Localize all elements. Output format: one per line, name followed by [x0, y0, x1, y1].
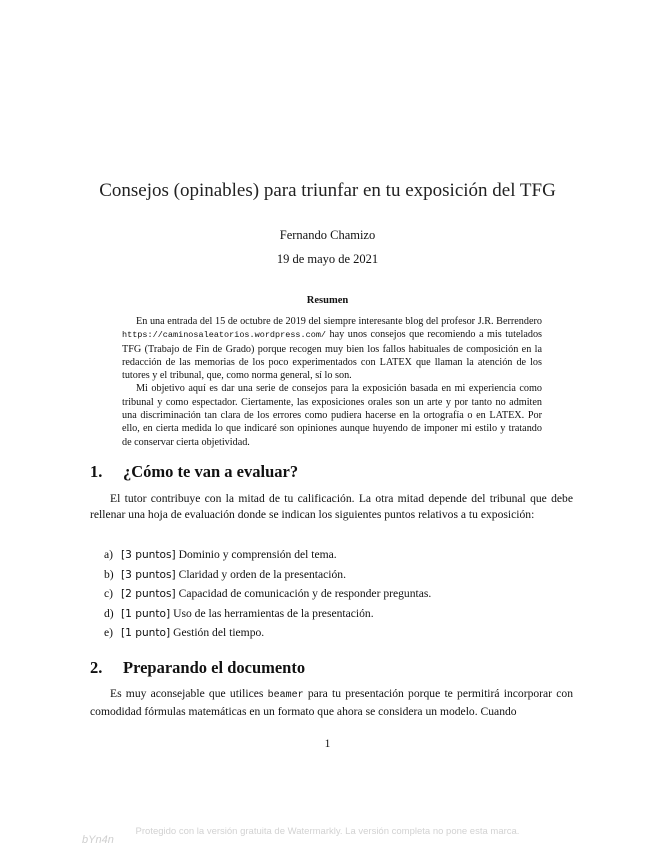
points-label: [3 puntos]	[121, 549, 176, 561]
section-2-title: Preparando el documento	[123, 658, 306, 677]
section-1-title: ¿Cómo te van a evaluar?	[123, 462, 299, 481]
evaluation-list	[104, 548, 564, 646]
points-label: [1 punto]	[121, 607, 171, 620]
abstract-paragraph-2: Mi objetivo aquí es dar una serie de consejos para la exposición basada en mi experiencia como tribunal y como espectador. Ciertamente, las exposiciones orales son un arte y por tanto no admiten una discriminación tan clara de los errores como pudiera hacerse en la ortografía o en LATEX. Por ello, en cierta medida lo que indicaré son opiniones aunque huyendo de imponer mi estilo y tratando de conservar cierta objetividad.	[122, 383, 542, 448]
points-label: [3 puntos]	[121, 568, 176, 581]
list-item	[104, 587, 564, 607]
watermark-note: Protegido con la versión gratuita de Watermarkly. La versión completa no pone esta marca.	[135, 826, 520, 837]
document-author: Fernando Chamizo	[279, 228, 376, 242]
document-title: Consejos (opinables) para triunfar en tu exposición del TFG	[99, 180, 556, 201]
list-item-text: Uso de las herramientas de la presentación.	[170, 606, 374, 620]
section-2-paragraph	[90, 686, 573, 719]
abstract-body	[122, 315, 542, 449]
points-label: [1 punto]	[121, 627, 171, 639]
section-1-paragraph-text: El tutor contribuye con la mitad de tu calificación. La otra mitad depende del tribunal que debe rellenar una hoja de evaluación donde se indican los siguientes puntos relativos a tu exposición:	[90, 492, 573, 521]
abstract-p1-text-a: En una entrada del 15 de octubre de 2019 del siempre interesante blog del profesor J.R. Berrendero	[136, 316, 542, 327]
abstract-p1-text-b: hay unos consejos que recomiendo a mis tutelados TFG (Trabajo de Fin de Grado) porque recogen muy bien los fallos habituales de composición en la redacción de las memorias de los poco experimentados con LATEX que llaman la atención de los tutores y el tribunal, que, como norma general, sí lo son.	[122, 329, 542, 382]
list-item-text: Capacidad de comunicación y de responder preguntas.	[175, 587, 432, 600]
abstract-paragraph-1	[122, 315, 542, 382]
list-item-text: Claridad y orden de la presentación.	[175, 567, 346, 581]
section-2-text-b: para tu presentación porque te permitirá incorporar con comodidad fórmulas matemáticas en un formato que ahora se considera un modelo. Cuando	[90, 687, 573, 718]
watermark-logo: bYn4n	[82, 834, 114, 846]
list-item-text: Gestión del tiempo.	[170, 626, 265, 639]
points-label: [2 puntos]	[121, 588, 176, 600]
list-item-text: Dominio y comprensión del tema.	[175, 548, 337, 561]
document-date: 19 de mayo de 2021	[276, 252, 379, 266]
section-1-heading	[90, 462, 298, 482]
section-1-paragraph	[90, 491, 573, 522]
beamer-code: beamer	[267, 690, 304, 701]
section-1-number: 1.	[90, 462, 103, 481]
list-item	[104, 548, 564, 568]
list-marker: c)	[104, 587, 114, 600]
section-2-heading	[90, 658, 305, 678]
list-item	[104, 568, 564, 588]
list-marker: e)	[104, 626, 114, 639]
section-2-number: 2.	[90, 658, 103, 677]
list-marker: d)	[104, 606, 114, 620]
list-marker: a)	[104, 548, 114, 561]
abstract-heading: Resumen	[306, 295, 349, 306]
section-2-text-a: Es muy aconsejable que utilices	[110, 687, 268, 700]
list-marker: b)	[104, 567, 114, 581]
list-item	[104, 626, 564, 646]
page-number: 1	[324, 738, 331, 750]
blog-url-link[interactable]: https://caminosaleatorios.wordpress.com/	[122, 330, 327, 341]
section-2-paragraph-text	[90, 686, 573, 719]
list-item	[104, 607, 564, 627]
